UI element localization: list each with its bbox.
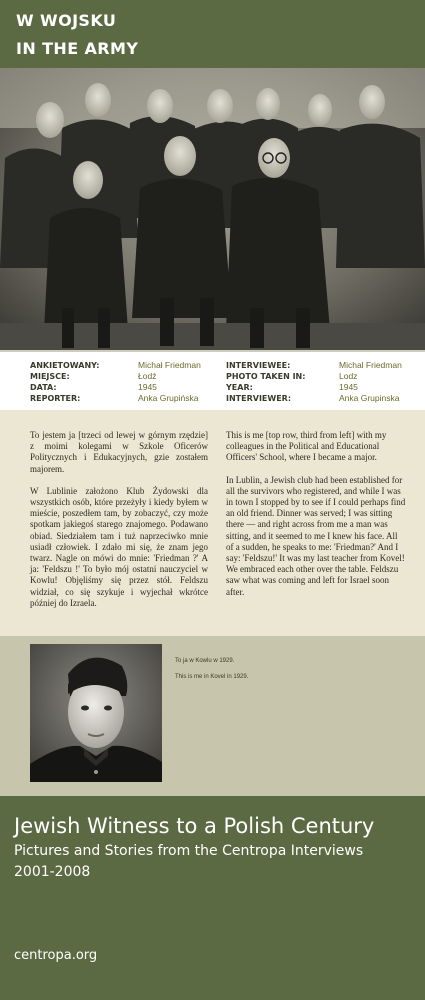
exhibition-title: Jewish Witness to a Polish Century [14, 814, 375, 838]
exhibition-years: 2001-2008 [14, 864, 91, 880]
story-paragraph: To jestem ja [trzeci od lewej w górnym rzędzie] z moimi kolegami w Szkole Oficerów Politycznych i Edukacyjnych, gzie zostałem majorem. [30, 430, 208, 474]
date-label-pl: DATA: [30, 383, 57, 392]
exhibition-subtitle: Pictures and Stories from the Centropa Interviews [14, 843, 364, 859]
story-paragraph: W Lublinie założono Klub Żydowski dla wszystkich osób, które przeżyły i kiedy byłem w mieście, poszedłem tam, by zobaczyć, czy może spotkam jakiegoś starego znajomego. Podawano obiad. Siedziałem tam i tuż naprzeciwko mnie usiadł człowiek. I zdało mi się, że znam jego twarz. Nagle on mówi do mnie: 'Friedman ?' A ja: 'Feldszu !' To było mój ostatni nauczyciel w Kowlu! Objęliśmy się przez stół. Feldszu widział, co się szykuje i wyjechał wkrótce później do Izraela. [30, 485, 208, 608]
interviewee-value-pl: Michał Friedman [138, 360, 201, 370]
year-label-en: YEAR: [226, 383, 253, 392]
place-label-pl: MIEJSCE: [30, 372, 70, 381]
group-photo [0, 68, 425, 350]
interviewer-label-en: INTERVIEWER: [226, 394, 292, 403]
place-value-pl: Łodź [138, 371, 157, 381]
story-english [226, 430, 406, 609]
caption-english: This is me in Kovel in 1929. [175, 674, 249, 680]
place-value-en: Lodz [339, 371, 358, 381]
website-link[interactable]: centropa.org [14, 948, 98, 963]
interviewee-label-en: INTERVIEWEE: [226, 361, 291, 370]
interviewee-value-en: Michal Friedman [339, 360, 402, 370]
caption-polish: To ja w Kowlu w 1929. [175, 658, 235, 664]
place-label-en: PHOTO TAKEN IN: [226, 372, 306, 381]
header-band [0, 0, 425, 68]
interviewer-value-en: Anka Grupinska [339, 393, 400, 403]
story-section [0, 410, 425, 636]
reporter-value-pl: Anka Grupińska [138, 393, 199, 403]
footer-band [0, 796, 425, 1000]
story-polish [30, 430, 208, 620]
story-paragraph: This is me [top row, third from left] with my colleagues in the Political and Educational Officers' School, where I became a major. [226, 430, 387, 463]
title-polish: W WOJSKU [16, 11, 117, 30]
story-paragraph: In Lublin, a Jewish club had been established for all the survivors who registered, and while I was in town I stopped by to see if I could perhaps find an old friend. Dinner was served; I was sitting there — and right across from me a man was sitting, and it seemed to me I knew his face. All of a sudden, he speaks to me: 'Friedman?' And I say: 'Feldszu!' It was my last teacher from Kovel! We embraced each other over the table. Feldszu saw what was coming and left for Israel soon after. [226, 474, 406, 597]
interviewee-label-pl: ANKIETOWANY: [30, 361, 100, 370]
photo-metadata [0, 352, 425, 410]
title-english: IN THE ARMY [16, 39, 139, 58]
reporter-label-pl: REPORTER: [30, 394, 81, 403]
portrait-photo [30, 644, 162, 782]
year-value-en: 1945 [339, 382, 358, 392]
date-value-pl: 1945 [138, 382, 157, 392]
